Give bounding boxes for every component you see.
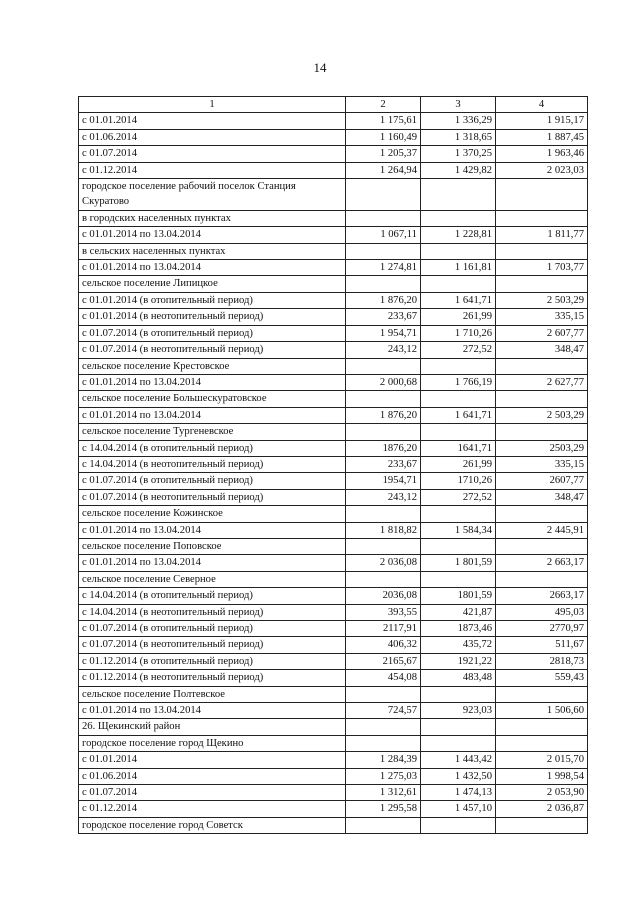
value-col-3 xyxy=(421,243,496,259)
value-col-2: 1 295,58 xyxy=(346,801,421,817)
value-col-3: 483,48 xyxy=(421,670,496,686)
table-row xyxy=(79,325,588,341)
value-col-3: 1 641,71 xyxy=(421,292,496,308)
value-col-2: 1 876,20 xyxy=(346,407,421,423)
value-col-3: 1873,46 xyxy=(421,621,496,637)
row-label: сельское поселение Полтевское xyxy=(79,686,346,702)
value-col-3: 1 457,10 xyxy=(421,801,496,817)
table-row xyxy=(79,456,588,472)
row-label: с 01.01.2014 по 13.04.2014 xyxy=(79,522,346,538)
value-col-2: 1 274,81 xyxy=(346,260,421,276)
row-label: в городских населенных пунктах xyxy=(79,210,346,226)
row-label: сельское поселение Тургеневское xyxy=(79,424,346,440)
value-col-2: 1 175,61 xyxy=(346,113,421,129)
row-label: с 01.01.2014 по 13.04.2014 xyxy=(79,703,346,719)
table-row xyxy=(79,817,588,833)
table-header-row xyxy=(79,97,588,113)
row-label: с 01.01.2014 xyxy=(79,113,346,129)
table-row xyxy=(79,752,588,768)
table-row xyxy=(79,703,588,719)
table-row xyxy=(79,391,588,407)
header-col-3: 3 xyxy=(421,97,496,113)
table-row xyxy=(79,653,588,669)
value-col-2: 2 000,68 xyxy=(346,374,421,390)
row-label: с 14.04.2014 (в отопительный период) xyxy=(79,588,346,604)
row-label: с 01.07.2014 (в неотопительный период) xyxy=(79,342,346,358)
row-label: с 01.07.2014 xyxy=(79,785,346,801)
value-col-3: 923,03 xyxy=(421,703,496,719)
table-row xyxy=(79,506,588,522)
value-col-4: 2 445,91 xyxy=(496,522,588,538)
value-col-2 xyxy=(346,210,421,226)
value-col-3: 1 318,65 xyxy=(421,129,496,145)
value-col-4: 1 506,60 xyxy=(496,703,588,719)
value-col-2 xyxy=(346,424,421,440)
row-label: с 14.04.2014 (в неотопительный период) xyxy=(79,456,346,472)
row-label: с 01.12.2014 (в неотопительный период) xyxy=(79,670,346,686)
table-row xyxy=(79,489,588,505)
value-col-2: 1 160,49 xyxy=(346,129,421,145)
value-col-3: 1 228,81 xyxy=(421,227,496,243)
value-col-4 xyxy=(496,210,588,226)
row-label: с 01.12.2014 xyxy=(79,162,346,178)
table-row xyxy=(79,129,588,145)
value-col-3 xyxy=(421,424,496,440)
value-col-3 xyxy=(421,686,496,702)
page-number: 14 xyxy=(313,60,327,75)
table-row xyxy=(79,179,588,211)
value-col-2 xyxy=(346,571,421,587)
header-col-4: 4 xyxy=(496,97,588,113)
value-col-2: 1 312,61 xyxy=(346,785,421,801)
value-col-4: 495,03 xyxy=(496,604,588,620)
value-col-2: 2036,08 xyxy=(346,588,421,604)
value-col-4 xyxy=(496,424,588,440)
row-label: с 01.07.2014 (в неотопительный период) xyxy=(79,637,346,653)
value-col-3 xyxy=(421,506,496,522)
value-col-4 xyxy=(496,817,588,833)
value-col-3 xyxy=(421,276,496,292)
value-col-3: 1 801,59 xyxy=(421,555,496,571)
table-row xyxy=(79,440,588,456)
value-col-3: 1 432,50 xyxy=(421,768,496,784)
row-label: городское поселение город Советск xyxy=(79,817,346,833)
value-col-4: 2770,97 xyxy=(496,621,588,637)
row-label: с 01.07.2014 (в отопительный период) xyxy=(79,325,346,341)
value-col-2: 2 036,08 xyxy=(346,555,421,571)
value-col-3: 1 710,26 xyxy=(421,325,496,341)
value-col-4: 511,67 xyxy=(496,637,588,653)
tariff-table-body xyxy=(79,97,588,834)
table-row xyxy=(79,309,588,325)
value-col-4: 1 887,45 xyxy=(496,129,588,145)
value-col-3: 261,99 xyxy=(421,309,496,325)
value-col-4 xyxy=(496,538,588,554)
value-col-3: 272,52 xyxy=(421,489,496,505)
table-row xyxy=(79,374,588,390)
value-col-2: 1 876,20 xyxy=(346,292,421,308)
value-col-4 xyxy=(496,358,588,374)
row-label: сельское поселение Крестовское xyxy=(79,358,346,374)
table-row xyxy=(79,162,588,178)
tariff-table xyxy=(78,96,588,834)
value-col-3 xyxy=(421,817,496,833)
table-row xyxy=(79,538,588,554)
table-row xyxy=(79,113,588,129)
value-col-3: 435,72 xyxy=(421,637,496,653)
value-col-3: 1 443,42 xyxy=(421,752,496,768)
table-row xyxy=(79,424,588,440)
value-col-4 xyxy=(496,391,588,407)
row-label: с 14.04.2014 (в отопительный период) xyxy=(79,440,346,456)
row-label: с 01.01.2014 по 13.04.2014 xyxy=(79,260,346,276)
value-col-2: 1 067,11 xyxy=(346,227,421,243)
value-col-3: 1 429,82 xyxy=(421,162,496,178)
value-col-4: 2 503,29 xyxy=(496,407,588,423)
value-col-4: 2503,29 xyxy=(496,440,588,456)
value-col-3 xyxy=(421,735,496,751)
row-label: городское поселение рабочий поселок Станция Скуратово xyxy=(79,179,346,211)
table-row xyxy=(79,358,588,374)
value-col-2 xyxy=(346,719,421,735)
table-row xyxy=(79,146,588,162)
table-row xyxy=(79,555,588,571)
value-col-3: 1 766,19 xyxy=(421,374,496,390)
value-col-2: 243,12 xyxy=(346,342,421,358)
header-col-2: 2 xyxy=(346,97,421,113)
value-col-2: 1954,71 xyxy=(346,473,421,489)
row-label: с 01.12.2014 xyxy=(79,801,346,817)
table-row xyxy=(79,785,588,801)
value-col-3: 1 161,81 xyxy=(421,260,496,276)
row-label: с 01.01.2014 по 13.04.2014 xyxy=(79,407,346,423)
table-row xyxy=(79,686,588,702)
row-label: сельское поселение Поповское xyxy=(79,538,346,554)
value-col-4 xyxy=(496,735,588,751)
table-row xyxy=(79,522,588,538)
value-col-2: 243,12 xyxy=(346,489,421,505)
row-label: сельское поселение Липицкое xyxy=(79,276,346,292)
row-label: с 01.06.2014 xyxy=(79,768,346,784)
row-label: с 01.01.2014 по 13.04.2014 xyxy=(79,227,346,243)
value-col-4: 2818,73 xyxy=(496,653,588,669)
value-col-4: 1 915,17 xyxy=(496,113,588,129)
row-label: с 01.01.2014 xyxy=(79,752,346,768)
value-col-4: 2 607,77 xyxy=(496,325,588,341)
table-row xyxy=(79,342,588,358)
value-col-3: 1 370,25 xyxy=(421,146,496,162)
value-col-2 xyxy=(346,391,421,407)
value-col-2: 233,67 xyxy=(346,456,421,472)
value-col-3: 1 584,34 xyxy=(421,522,496,538)
value-col-4 xyxy=(496,243,588,259)
value-col-4 xyxy=(496,571,588,587)
table-row xyxy=(79,735,588,751)
value-col-4: 2 053,90 xyxy=(496,785,588,801)
value-col-4: 1 811,77 xyxy=(496,227,588,243)
value-col-4 xyxy=(496,506,588,522)
value-col-3: 1801,59 xyxy=(421,588,496,604)
row-label: с 01.07.2014 xyxy=(79,146,346,162)
value-col-2: 1 205,37 xyxy=(346,146,421,162)
table-row xyxy=(79,670,588,686)
value-col-2: 1 275,03 xyxy=(346,768,421,784)
value-col-2: 233,67 xyxy=(346,309,421,325)
value-col-4: 2 663,17 xyxy=(496,555,588,571)
value-col-3: 421,87 xyxy=(421,604,496,620)
row-label: с 01.01.2014 (в неотопительный период) xyxy=(79,309,346,325)
table-row xyxy=(79,243,588,259)
row-label: 26. Щекинский район xyxy=(79,719,346,735)
table-row xyxy=(79,473,588,489)
value-col-3 xyxy=(421,571,496,587)
value-col-4 xyxy=(496,179,588,211)
value-col-4: 1 998,54 xyxy=(496,768,588,784)
value-col-2: 2117,91 xyxy=(346,621,421,637)
table-row xyxy=(79,719,588,735)
value-col-3 xyxy=(421,210,496,226)
row-label: сельское поселение Кожинское xyxy=(79,506,346,522)
value-col-3: 272,52 xyxy=(421,342,496,358)
row-label: с 01.07.2014 (в отопительный период) xyxy=(79,621,346,637)
value-col-4: 2663,17 xyxy=(496,588,588,604)
value-col-4: 335,15 xyxy=(496,309,588,325)
header-col-1: 1 xyxy=(79,97,346,113)
row-label: с 01.01.2014 (в отопительный период) xyxy=(79,292,346,308)
row-label: с 01.12.2014 (в отопительный период) xyxy=(79,653,346,669)
row-label: с 01.01.2014 по 13.04.2014 xyxy=(79,374,346,390)
value-col-3 xyxy=(421,719,496,735)
value-col-4: 2 036,87 xyxy=(496,801,588,817)
value-col-3: 1710,26 xyxy=(421,473,496,489)
value-col-2 xyxy=(346,686,421,702)
row-label: городское поселение город Щекино xyxy=(79,735,346,751)
value-col-2: 724,57 xyxy=(346,703,421,719)
table-row xyxy=(79,292,588,308)
value-col-3 xyxy=(421,179,496,211)
row-label: с 01.07.2014 (в отопительный период) xyxy=(79,473,346,489)
value-col-3: 1921,22 xyxy=(421,653,496,669)
value-col-4: 2 023,03 xyxy=(496,162,588,178)
table-row xyxy=(79,621,588,637)
value-col-4: 2607,77 xyxy=(496,473,588,489)
value-col-2 xyxy=(346,243,421,259)
value-col-2: 1 818,82 xyxy=(346,522,421,538)
row-label: с 01.07.2014 (в неотопительный период) xyxy=(79,489,346,505)
row-label: в сельских населенных пунктах xyxy=(79,243,346,259)
value-col-3 xyxy=(421,538,496,554)
value-col-2: 1 284,39 xyxy=(346,752,421,768)
table-row xyxy=(79,768,588,784)
value-col-4 xyxy=(496,276,588,292)
row-label: с 01.01.2014 по 13.04.2014 xyxy=(79,555,346,571)
row-label: с 14.04.2014 (в неотопительный период) xyxy=(79,604,346,620)
table-row xyxy=(79,588,588,604)
table-row xyxy=(79,210,588,226)
value-col-3: 1 474,13 xyxy=(421,785,496,801)
value-col-2: 393,55 xyxy=(346,604,421,620)
row-label: с 01.06.2014 xyxy=(79,129,346,145)
value-col-2: 2165,67 xyxy=(346,653,421,669)
table-row xyxy=(79,407,588,423)
row-label: сельское поселение Большескуратовское xyxy=(79,391,346,407)
value-col-4: 559,43 xyxy=(496,670,588,686)
value-col-3: 1 641,71 xyxy=(421,407,496,423)
value-col-4: 1 703,77 xyxy=(496,260,588,276)
table-row xyxy=(79,637,588,653)
value-col-4: 2 627,77 xyxy=(496,374,588,390)
row-label: сельское поселение Северное xyxy=(79,571,346,587)
value-col-3 xyxy=(421,391,496,407)
value-col-3 xyxy=(421,358,496,374)
value-col-4: 348,47 xyxy=(496,342,588,358)
value-col-3: 261,99 xyxy=(421,456,496,472)
value-col-2: 406,32 xyxy=(346,637,421,653)
value-col-2 xyxy=(346,817,421,833)
value-col-2 xyxy=(346,179,421,211)
value-col-3: 1 336,29 xyxy=(421,113,496,129)
value-col-4: 335,15 xyxy=(496,456,588,472)
value-col-2: 1876,20 xyxy=(346,440,421,456)
value-col-4: 2 015,70 xyxy=(496,752,588,768)
value-col-2: 1 954,71 xyxy=(346,325,421,341)
value-col-4 xyxy=(496,686,588,702)
value-col-2 xyxy=(346,538,421,554)
value-col-2 xyxy=(346,276,421,292)
value-col-2 xyxy=(346,735,421,751)
value-col-2 xyxy=(346,358,421,374)
value-col-2: 454,08 xyxy=(346,670,421,686)
table-row xyxy=(79,276,588,292)
value-col-2 xyxy=(346,506,421,522)
table-row xyxy=(79,227,588,243)
value-col-4: 348,47 xyxy=(496,489,588,505)
table-row xyxy=(79,571,588,587)
value-col-2: 1 264,94 xyxy=(346,162,421,178)
value-col-4 xyxy=(496,719,588,735)
table-row xyxy=(79,260,588,276)
table-row xyxy=(79,604,588,620)
value-col-4: 1 963,46 xyxy=(496,146,588,162)
value-col-4: 2 503,29 xyxy=(496,292,588,308)
table-row xyxy=(79,801,588,817)
value-col-3: 1641,71 xyxy=(421,440,496,456)
